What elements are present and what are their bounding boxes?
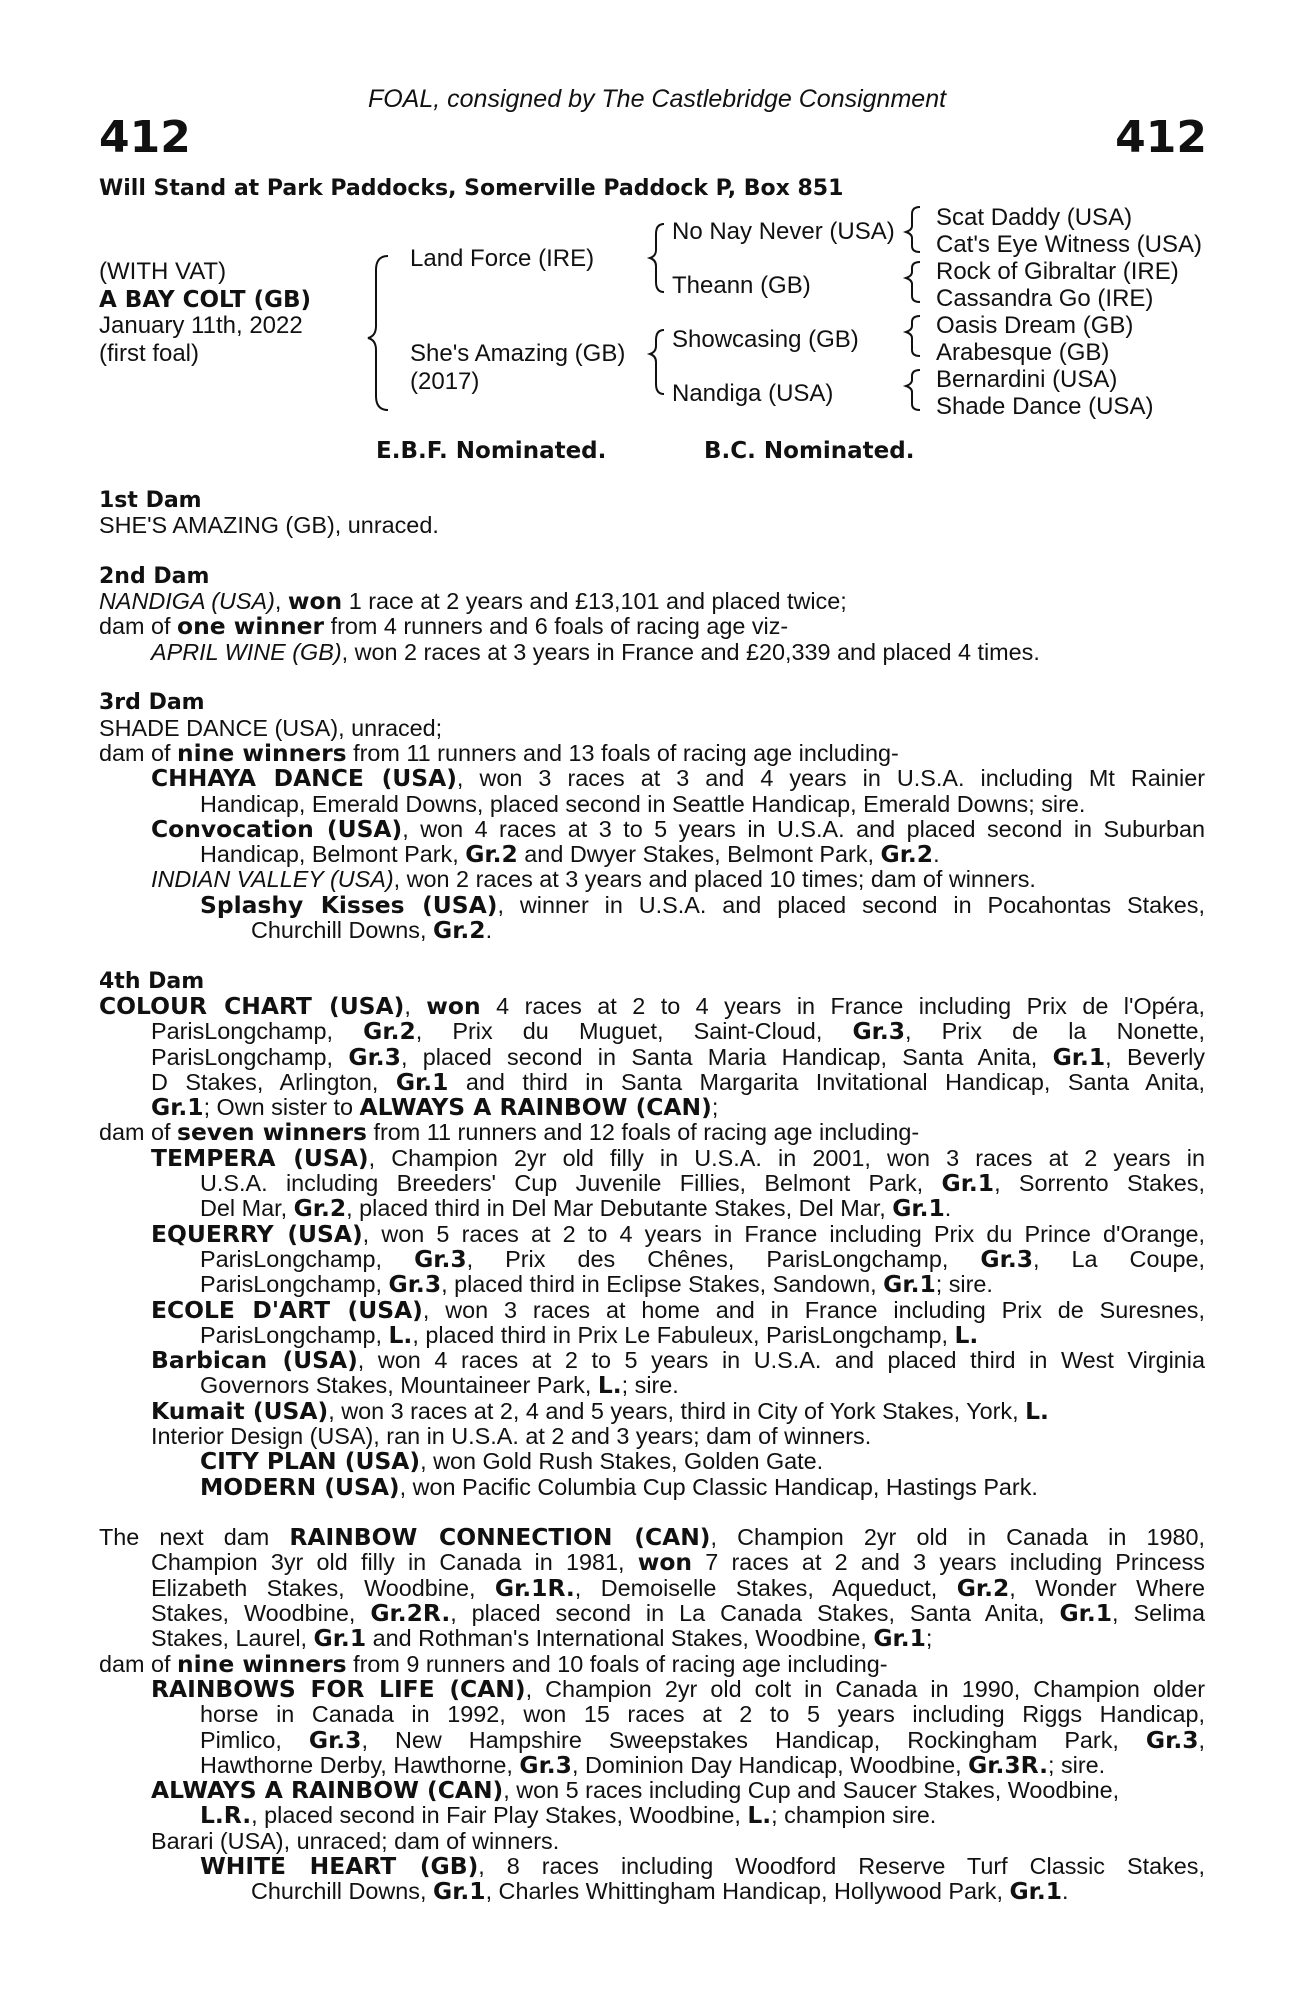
foaling-date: January 11th, 2022 (99, 312, 303, 339)
text-segment: , won Pacific Columbia Cup Classic Handicap, Hastings Park. (399, 1473, 1038, 1500)
text-segment: ; champion sire. (771, 1802, 937, 1829)
text-segment: ParisLongchamp, (200, 1245, 415, 1272)
text-segment: 2nd Dam (99, 563, 210, 589)
text-line (99, 1095, 1205, 1120)
text-segment: Churchill Downs, (251, 917, 433, 944)
text-segment: . (485, 917, 493, 944)
text-segment: Gr.1 (1009, 1877, 1063, 1906)
text-segment: , Selima (1112, 1600, 1205, 1627)
text-line (99, 1196, 1205, 1221)
stand-location: Will Stand at Park Paddocks, Somerville Paddock P, Box 851 (99, 176, 844, 201)
text-segment: Stakes, Woodbine, (151, 1600, 371, 1627)
catalogue-body (99, 488, 1205, 1905)
foal-note: (first foal) (99, 340, 200, 367)
text-line (99, 1702, 1205, 1727)
text-line (99, 513, 1205, 538)
text-segment: Gr.2 (293, 1194, 347, 1223)
text-segment: , 8 races including Woodford Reserve Turf Classic Stakes, (478, 1853, 1205, 1880)
text-line (99, 1525, 1205, 1550)
text-segment: 4 races at 2 to 4 years in France including Prix de l'Opéra, (480, 992, 1205, 1019)
text-segment: Gr.2 (433, 916, 486, 945)
text-segment: Gr.1 (941, 1169, 995, 1198)
text-segment: ; Own sister to (203, 1094, 360, 1121)
ancestor-8: Shade Dance (USA) (936, 393, 1154, 420)
text-segment: MODERN (USA) (200, 1472, 400, 1501)
ebf-nomination: E.B.F. Nominated. (376, 438, 607, 464)
text-line (99, 716, 1205, 741)
text-line (99, 1449, 1205, 1474)
text-segment: , Champion 2yr old filly in U.S.A. in 2001, won 3 races at 2 years in (368, 1144, 1205, 1171)
text-segment: Gr.2 (956, 1573, 1010, 1602)
text-line (99, 1067, 1205, 1096)
text-segment: , placed third in Del Mar Debutante Stakes, Del Mar, (346, 1195, 893, 1222)
text-segment: Gr.3 (414, 1244, 467, 1273)
text-segment: won (426, 991, 481, 1020)
text-segment: Gr.2 (880, 840, 934, 869)
text-segment: Gr.3 (1145, 1725, 1199, 1754)
text-segment: , won Gold Rush Stakes, Golden Gate. (420, 1448, 824, 1475)
text-segment: Gr.3 (308, 1725, 362, 1754)
text-segment: horse in Canada in 1992, won 15 races at 2 to 5 years including Riggs Handicap, (200, 1701, 1205, 1728)
text-segment: , Prix du Muguet, Saint-Cloud, (415, 1018, 853, 1045)
text-segment: RAINBOW CONNECTION (CAN) (289, 1523, 711, 1552)
ancestor-6: Arabesque (GB) (936, 339, 1110, 366)
text-segment: CITY PLAN (USA) (200, 1447, 421, 1476)
text-segment: Gr.3 (980, 1244, 1033, 1273)
text-segment: Gr.3 (519, 1750, 572, 1779)
text-line (99, 1626, 1205, 1651)
text-line (99, 1674, 1205, 1703)
text-segment: L. (597, 1371, 622, 1400)
text-line (99, 1472, 1205, 1501)
text-segment: Gr.2R. (370, 1599, 451, 1628)
text-segment: Handicap, Emerald Downs, placed second in Seattle Handicap, Emerald Downs; sire. (200, 790, 1086, 817)
text-line (99, 1601, 1205, 1626)
text-segment: ; sire. (935, 1271, 993, 1298)
ancestor-2: Cat's Eye Witness (USA) (936, 231, 1202, 258)
text-segment: Gr.1 (151, 1093, 204, 1122)
text-segment: , won 5 races including Cup and Saucer Stakes, Woodbine, (503, 1777, 1120, 1804)
dam: She's Amazing (GB) (410, 340, 626, 367)
text-line (99, 640, 1205, 665)
text-segment: Gr.3R. (968, 1750, 1048, 1779)
text-segment: 1 race at 2 years and £13,101 and placed twice; (342, 588, 847, 615)
text-segment: nine winners (177, 1649, 347, 1678)
text-segment: Hawthorne Derby, Hawthorne, (200, 1751, 520, 1778)
text-segment: from 11 runners and 12 foals of racing age including- (366, 1119, 920, 1146)
text-segment: L. (954, 1320, 979, 1349)
text-segment: D Stakes, Arlington, (151, 1068, 396, 1095)
text-line (99, 614, 1205, 639)
text-segment: , placed third in Prix Le Fabuleux, ParisLongchamp, (412, 1321, 955, 1348)
text-segment: Gr.1 (313, 1624, 367, 1653)
text-segment: , Champion 2yr old in Canada in 1980, (710, 1524, 1206, 1551)
text-line (99, 1550, 1205, 1575)
text-segment: L.R. (200, 1801, 252, 1830)
text-segment: . (1062, 1878, 1069, 1905)
text-segment: Del Mar, (200, 1195, 294, 1222)
text-segment: and Dwyer Stakes, Belmont Park, (517, 841, 881, 868)
dam-year: (2017) (410, 368, 480, 395)
text-segment: from 9 runners and 10 foals of racing age including- (346, 1650, 888, 1677)
text-line (99, 842, 1205, 867)
text-segment: COLOUR CHART (USA) (99, 991, 405, 1020)
text-segment: Barari (USA), unraced; dam of winners. (151, 1827, 560, 1854)
text-segment: Gr.2 (465, 840, 518, 869)
text-segment: Barbican (USA) (151, 1346, 358, 1375)
text-segment: Pimlico, (200, 1726, 309, 1753)
text-segment: Gr.2 (363, 1017, 416, 1046)
section-heading (99, 969, 1205, 994)
text-line (99, 1320, 1205, 1349)
text-segment: Gr.3 (852, 1017, 906, 1046)
text-segment: from 11 runners and 13 foals of racing age including- (346, 739, 899, 766)
bc-nomination: B.C. Nominated. (704, 438, 915, 464)
sire-dam: Theann (GB) (672, 272, 811, 299)
text-segment: ; sire. (621, 1372, 679, 1399)
text-segment: Gr.1 (873, 1624, 926, 1653)
text-segment: Gr.1 (1052, 1042, 1106, 1071)
text-segment: SHADE DANCE (USA), unraced; (99, 714, 443, 741)
text-segment: ParisLongchamp, (200, 1321, 389, 1348)
ancestor-5: Oasis Dream (GB) (936, 312, 1134, 339)
text-segment: Champion 3yr old filly in Canada in 1981, (151, 1549, 638, 1576)
spacer (99, 1500, 1205, 1525)
text-segment: ; (925, 1625, 933, 1652)
text-segment: INDIAN VALLEY (USA) (151, 866, 394, 893)
horse-name: A BAY COLT (GB) (99, 287, 312, 313)
text-segment: , won 4 races at 2 to 5 years in U.S.A. and placed third in West Virginia (357, 1347, 1205, 1374)
text-line (99, 738, 1205, 767)
lot-number-left: 412 (99, 112, 191, 163)
text-line (99, 918, 1205, 943)
text-line (99, 1042, 1206, 1071)
spacer (99, 539, 1205, 564)
text-segment: ParisLongchamp, (151, 1043, 349, 1070)
text-line (99, 1396, 1205, 1425)
text-segment: , Prix des Chênes, ParisLongchamp, (466, 1245, 981, 1272)
text-segment: , won 5 races at 2 to 4 years in France including Prix du Prince d'Orange, (362, 1220, 1205, 1247)
text-segment: dam of (99, 739, 178, 766)
text-line (99, 1778, 1205, 1803)
ancestor-3: Rock of Gibraltar (IRE) (936, 258, 1179, 285)
text-segment: 3rd Dam (99, 690, 205, 716)
text-segment: , Prix de la Nonette, (905, 1018, 1205, 1045)
text-segment: , (274, 588, 288, 615)
text-line (99, 1219, 1205, 1248)
text-segment: ALWAYS A RAINBOW (CAN) (359, 1093, 712, 1122)
text-line (99, 1143, 1205, 1172)
text-segment: , placed third in Eclipse Stakes, Sandown, (441, 1271, 884, 1298)
text-segment: , placed second in Fair Play Stakes, Woodbine, (251, 1802, 748, 1829)
text-segment: L. (1025, 1396, 1049, 1425)
text-line (99, 1244, 1205, 1273)
text-segment: and Rothman's International Stakes, Woodbine, (366, 1625, 874, 1652)
text-line (99, 1295, 1205, 1324)
sire: Land Force (IRE) (410, 245, 595, 272)
text-segment: L. (747, 1801, 772, 1830)
text-segment: Convocation (USA) (151, 814, 403, 843)
text-segment: , won 4 races at 3 to 5 years in U.S.A. and placed second in Suburban (402, 815, 1205, 842)
text-segment: Gr.1 (892, 1194, 945, 1223)
text-segment: , New Hampshire Sweepstakes Handicap, Rockingham Park, (361, 1726, 1146, 1753)
sire-sire: No Nay Never (USA) (672, 218, 895, 245)
text-segment: TEMPERA (USA) (151, 1143, 369, 1172)
text-segment: ParisLongchamp, (200, 1271, 389, 1298)
text-line (99, 991, 1205, 1020)
text-segment: , Wonder Where (1009, 1574, 1205, 1601)
text-segment: Governors Stakes, Mountaineer Park, (200, 1372, 598, 1399)
text-line (99, 1879, 1205, 1904)
text-line (99, 1424, 1205, 1449)
text-segment: NANDIGA (USA) (99, 588, 275, 615)
text-line (99, 1348, 1205, 1373)
text-segment: , (1198, 1726, 1205, 1753)
section-heading (99, 564, 1205, 589)
text-segment: Splashy Kisses (USA) (200, 890, 498, 919)
text-segment: won (637, 1548, 693, 1577)
ancestor-1: Scat Daddy (USA) (936, 204, 1133, 231)
text-segment: Gr.3 (348, 1042, 401, 1071)
text-segment: , Charles Whittingham Handicap, Hollywood Park, (485, 1878, 1010, 1905)
text-segment: APRIL WINE (GB) (151, 638, 342, 665)
text-line (99, 867, 1205, 892)
text-segment: , La Coupe, (1032, 1245, 1205, 1272)
text-segment: EQUERRY (USA) (151, 1219, 363, 1248)
spacer (99, 665, 1205, 690)
text-segment: , placed second in La Canada Stakes, Santa Anita, (450, 1600, 1060, 1627)
text-segment: seven winners (177, 1118, 367, 1147)
consignment-line: FOAL, consigned by The Castlebridge Consignment (367, 85, 947, 113)
text-segment: , won 2 races at 3 years in France and £20,339 and placed 4 times. (341, 638, 1040, 665)
ancestor-4: Cassandra Go (IRE) (936, 285, 1154, 312)
text-segment: and third in Santa Margarita Invitational Handicap, Santa Anita, (448, 1068, 1205, 1095)
text-line (99, 814, 1205, 843)
text-segment: Gr.1R. (494, 1573, 575, 1602)
text-segment: , placed second in Santa Maria Handicap, Santa Anita, (400, 1043, 1053, 1070)
text-segment: dam of (99, 1119, 178, 1146)
text-line (99, 589, 1205, 614)
text-segment: , Champion 2yr old colt in Canada in 1990, Champion older (525, 1675, 1205, 1702)
text-segment: nine winners (177, 738, 347, 767)
text-segment: Interior Design (USA), ran in U.S.A. at 2 and 3 years; dam of winners. (151, 1422, 872, 1449)
text-line (99, 1829, 1205, 1854)
text-segment: Kumait (USA) (151, 1396, 329, 1425)
text-segment: Stakes, Laurel, (151, 1625, 314, 1652)
text-segment: Gr.1 (883, 1270, 936, 1299)
text-segment: ALWAYS A RAINBOW (CAN) (151, 1776, 504, 1805)
text-segment: CHHAYA DANCE (USA) (151, 764, 457, 793)
text-segment: one winner (177, 612, 325, 641)
text-line (99, 1373, 1205, 1398)
text-segment: The next dam (99, 1524, 290, 1551)
text-segment: dam of (99, 1650, 178, 1677)
text-line (99, 1854, 1205, 1879)
ancestor-7: Bernardini (USA) (936, 366, 1118, 393)
text-segment: Gr.3 (388, 1270, 442, 1299)
text-segment: , won 3 races at 3 and 4 years in U.S.A. including Mt Rainier (456, 765, 1205, 792)
text-line (99, 1750, 1205, 1779)
text-segment: . (933, 841, 940, 868)
text-line (99, 1649, 1205, 1678)
text-line (99, 1120, 1205, 1145)
text-segment: ECOLE D'ART (USA) (151, 1295, 423, 1324)
text-segment: , winner in U.S.A. and placed second in Pocahontas Stakes, (497, 891, 1205, 918)
text-segment: ; sire. (1047, 1751, 1106, 1778)
text-segment: ParisLongchamp, (151, 1018, 364, 1045)
dam-sire: Showcasing (GB) (672, 326, 859, 353)
text-segment: Gr.1 (433, 1877, 486, 1906)
dam-dam: Nandiga (USA) (672, 380, 834, 407)
text-segment: Gr.1 (1059, 1599, 1113, 1628)
text-segment: Elizabeth Stakes, Woodbine, (151, 1574, 495, 1601)
vat-note: (WITH VAT) (99, 258, 227, 285)
text-line (99, 1171, 1205, 1196)
text-segment: , (404, 992, 427, 1019)
text-segment: , Demoiselle Stakes, Aqueduct, (574, 1574, 957, 1601)
text-line (99, 1573, 1205, 1602)
section-heading (99, 690, 1205, 715)
text-segment: WHITE HEART (GB) (200, 1852, 479, 1881)
text-segment: won (287, 587, 343, 616)
text-segment: , won 3 races at 2, 4 and 5 years, third in City of York Stakes, York, (328, 1397, 1026, 1424)
text-segment: , won 2 races at 3 years and placed 10 times; dam of winners. (393, 866, 1036, 893)
section-heading (99, 488, 1205, 513)
lot-number-right: 412 (1115, 112, 1207, 163)
text-segment: Gr.1 (395, 1067, 449, 1096)
text-segment: RAINBOWS FOR LIFE (CAN) (151, 1674, 526, 1703)
text-line (99, 1803, 1205, 1828)
text-segment: , won 3 races at home and in France including Prix de Suresnes, (422, 1296, 1205, 1323)
text-line (99, 890, 1205, 919)
text-segment: Churchill Downs, (251, 1878, 433, 1905)
text-segment: Handicap, Belmont Park, (200, 841, 466, 868)
text-segment: 1st Dam (99, 488, 202, 513)
text-segment: 4th Dam (99, 968, 205, 994)
text-segment: from 4 runners and 6 foals of racing age viz- (324, 613, 789, 640)
text-segment: SHE'S AMAZING (GB), unraced. (99, 512, 439, 539)
text-segment: 7 races at 2 and 3 years including Princess (692, 1549, 1206, 1576)
text-line (99, 766, 1205, 791)
text-segment: , Dominion Day Handicap, Woodbine, (571, 1751, 969, 1778)
text-line (99, 1725, 1205, 1754)
text-segment: U.S.A. including Breeders' Cup Juvenile Fillies, Belmont Park, (200, 1170, 942, 1197)
text-segment: L. (388, 1320, 413, 1349)
text-line (99, 1019, 1205, 1044)
text-segment: , Beverly (1105, 1043, 1206, 1070)
text-segment: , Sorrento Stakes, (994, 1170, 1205, 1197)
text-line (99, 1272, 1205, 1297)
text-segment: dam of (99, 613, 178, 640)
spacer (99, 943, 1205, 968)
text-segment: ; (711, 1094, 719, 1121)
text-segment: . (944, 1195, 952, 1222)
text-line (99, 792, 1205, 817)
